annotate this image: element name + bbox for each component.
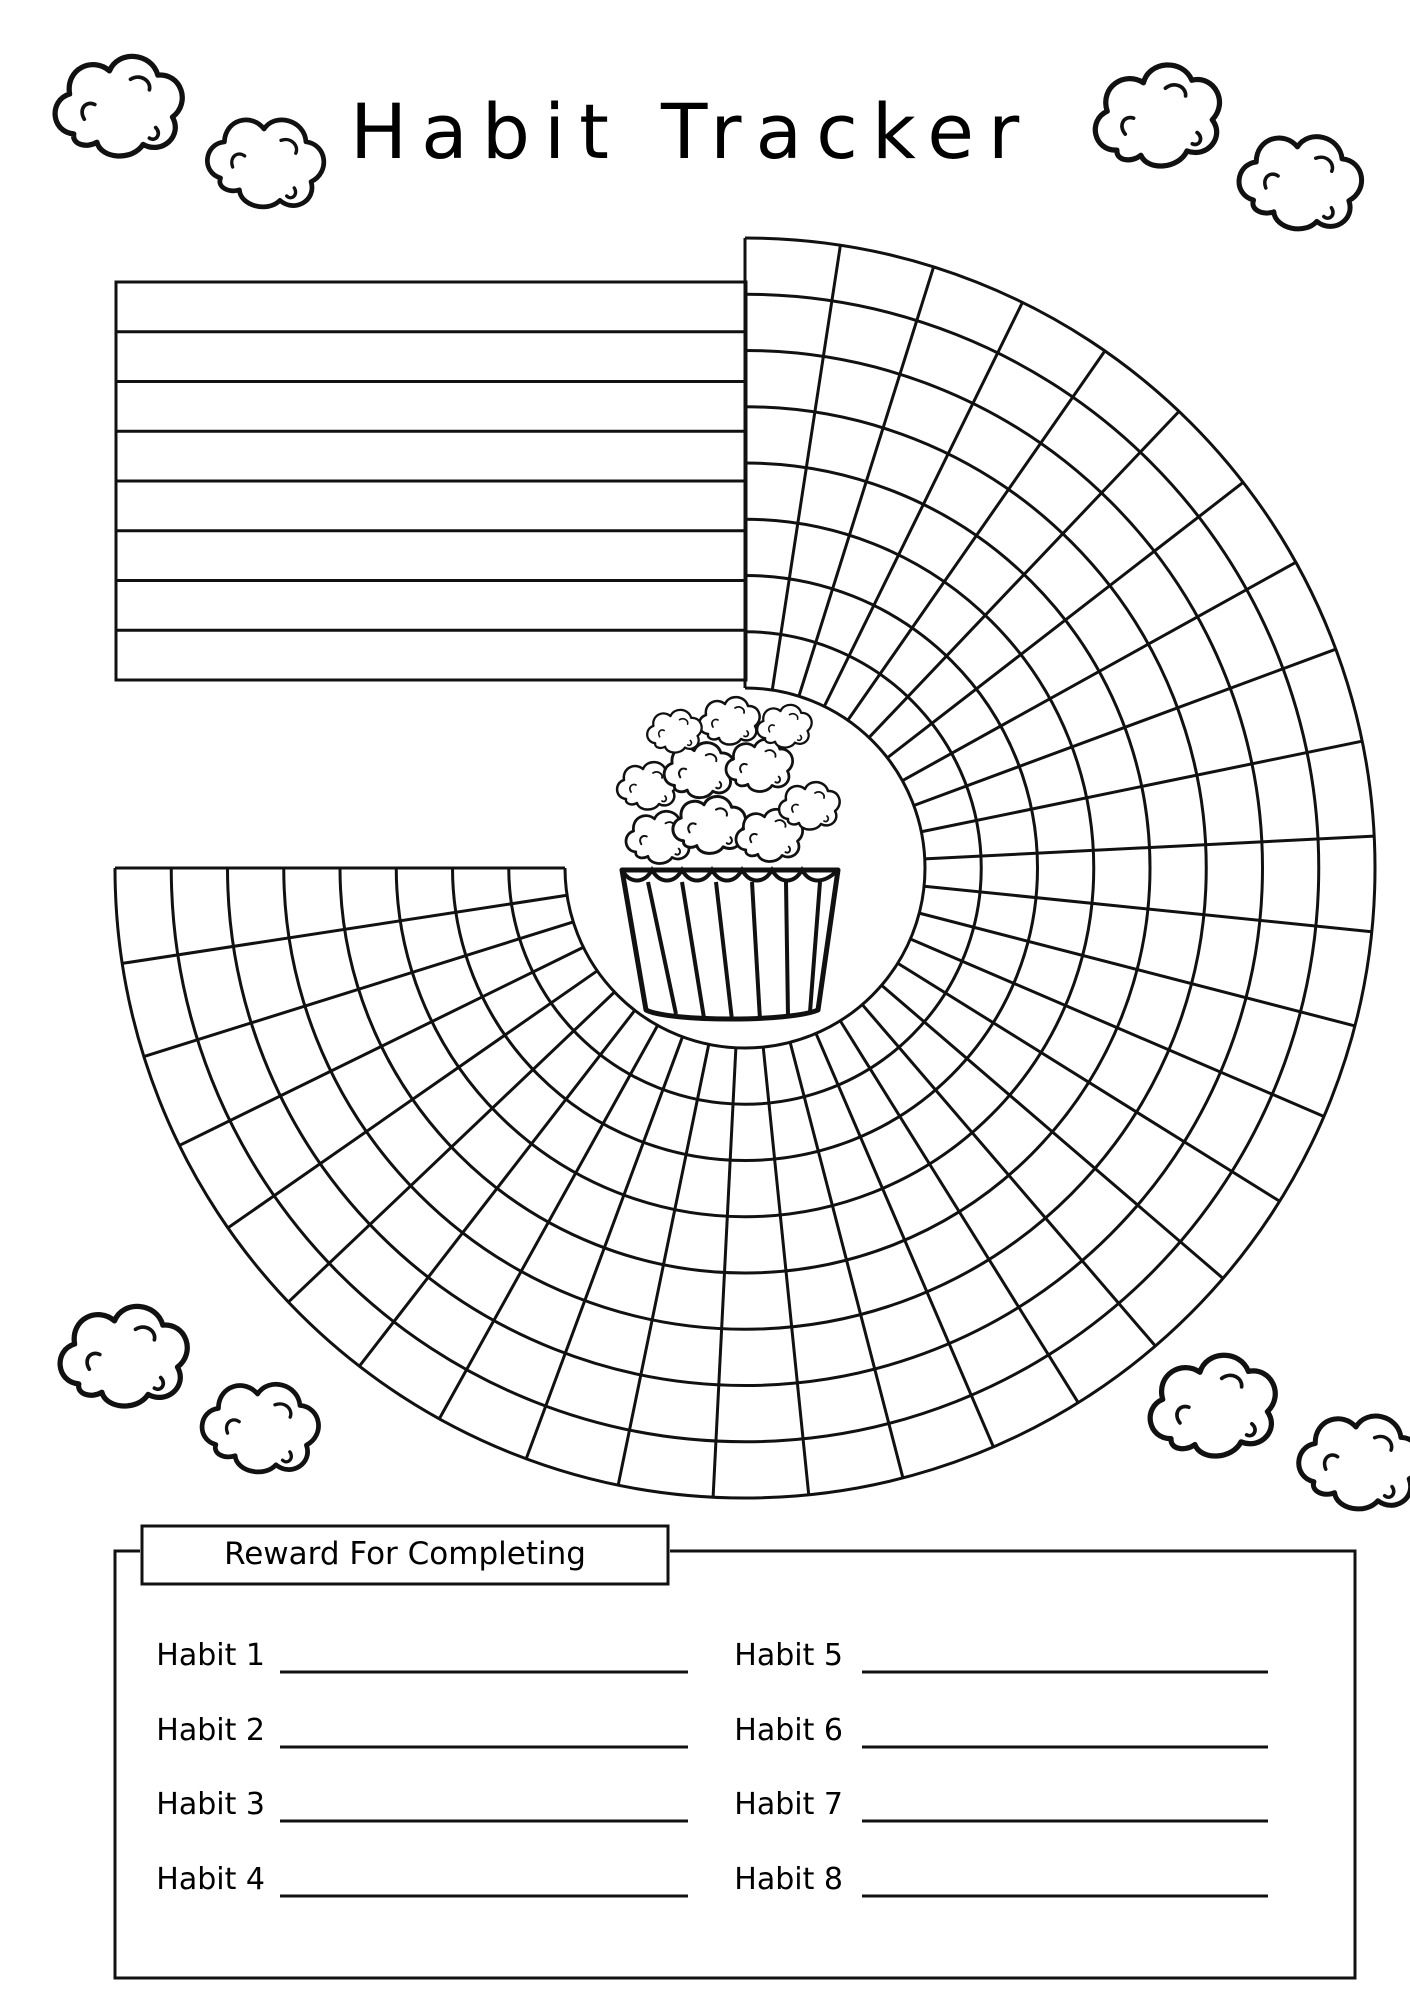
- popcorn-cloud-icon: [55, 56, 182, 156]
- day-spoke: [862, 1005, 1155, 1346]
- reward-habit-label: Habit 8: [734, 1862, 843, 1897]
- reward-habit-label: Habit 6: [734, 1713, 843, 1748]
- day-spoke: [921, 741, 1362, 832]
- day-spoke: [840, 1021, 1078, 1403]
- day-spoke: [122, 895, 567, 963]
- reward-habit-label: Habit 2: [156, 1713, 265, 1748]
- popcorn-cloud-icon: [1293, 1406, 1410, 1517]
- popcorn-cloud-icon: [1144, 1350, 1281, 1462]
- habit-name-rows: [116, 282, 746, 680]
- reward-habit-label: Habit 4: [156, 1862, 265, 1897]
- popcorn-cloud-icon: [200, 106, 331, 218]
- reward-habit-label: Habit 7: [734, 1787, 843, 1822]
- day-spoke: [799, 267, 934, 696]
- popcorn-cloud-icon: [196, 1373, 325, 1482]
- reward-title: Reward For Completing: [224, 1536, 586, 1572]
- day-spoke: [618, 1044, 709, 1485]
- popcorn-cloud-icon: [1088, 58, 1228, 174]
- day-spoke: [914, 649, 1336, 805]
- reward-habit-label: Habit 1: [156, 1638, 265, 1673]
- reward-box-frame: [115, 1551, 1355, 1978]
- reward-habit-label: Habit 5: [734, 1638, 843, 1673]
- day-spoke: [288, 992, 614, 1302]
- popcorn-cloud-icon: [60, 1306, 187, 1406]
- day-spoke: [898, 963, 1280, 1201]
- popcorn-bucket-icon: [617, 697, 840, 1020]
- popcorn-cloud-icon: [1232, 124, 1368, 238]
- day-spoke: [882, 985, 1223, 1278]
- day-spoke: [526, 1037, 682, 1459]
- reward-habit-label: Habit 3: [156, 1787, 265, 1822]
- page-title: Habit Tracker: [350, 87, 1034, 176]
- day-spoke: [772, 245, 840, 690]
- day-spoke: [869, 411, 1179, 737]
- day-spoke: [144, 922, 573, 1057]
